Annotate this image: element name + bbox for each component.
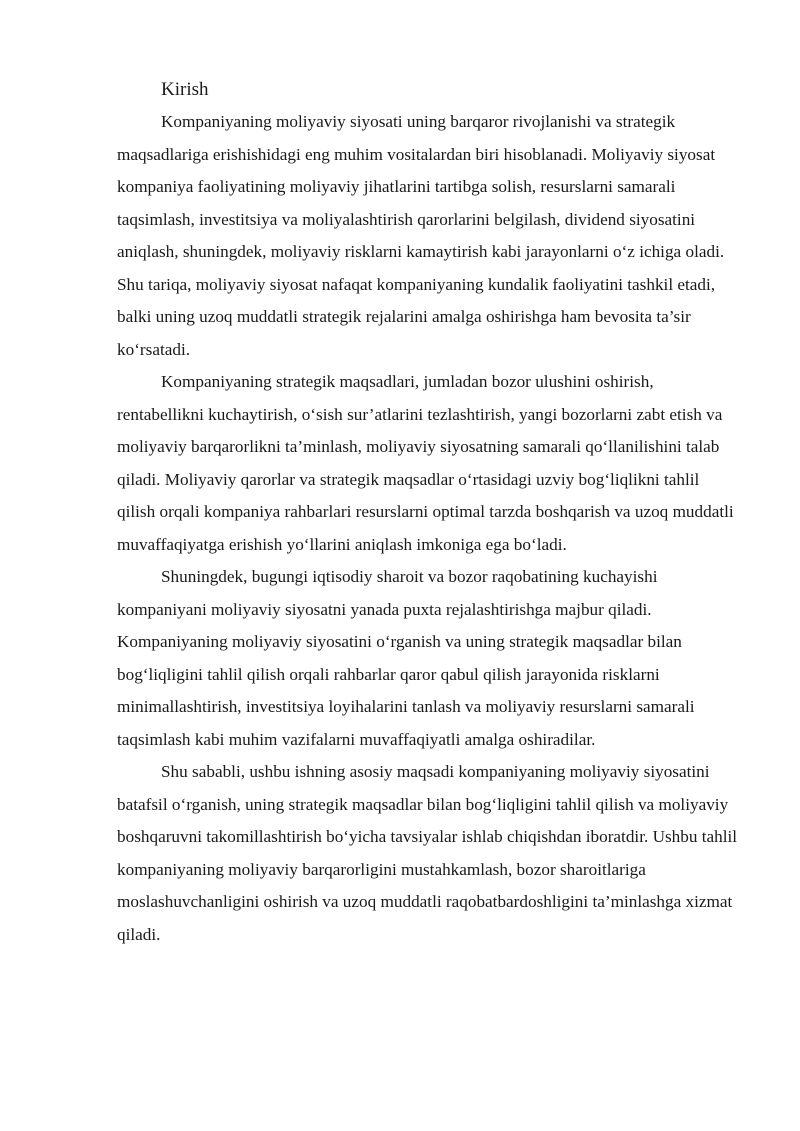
- paragraph-4: Shu sababli, ushbu ishning asosiy maqsadi kompaniyaning moliyaviy siyosatini batafsil o‘rganish, uning strategik maqsadlar bilan bog‘liqligini tahlil qilish va moliyaviy boshqaruvni takomillashtirish bo‘yicha tavsiyalar ishlab chiqishdan iboratdir. Ushbu tahlil kompaniyaning moliyaviy barqarorligini mustahkamlash, bozor sharoitlariga moslashuvchanligini oshirish va uzoq muddatli raqobatbardoshligini ta’minlashga xizmat qiladi.: [117, 762, 738, 944]
- paragraph-3: Shuningdek, bugungi iqtisodiy sharoit va bozor raqobatining kuchayishi kompaniyani moliyaviy siyosatni yanada puxta rejalashtirishga majbur qiladi. Kompaniyaning moliyaviy siyosatini o‘rganish va uning strategik maqsadlar bilan bog‘liqligini tahlil qilish orqali rahbarlar qaror qabul qilish jarayonida risklarni minimallashtirish, investitsiya loyihalarini tanlash va moliyaviy resurslarni samarali taqsimlash kabi muhim vazifalarni muvaffaqiyatli amalga oshiradilar.: [117, 567, 695, 749]
- paragraph-1: Kompaniyaning moliyaviy siyosati uning barqaror rivojlanishi va strategik maqsadlariga erishishidagi eng muhim vositalardan biri hisoblanadi. Moliyaviy siyosat kompaniya faoliyatining moliyaviy jihatlarini tartibga solish, resurslarni samarali taqsimlash, investitsiya va moliyalashtirish qarorlarini belgilash, dividend siyosatini aniqlash, shuningdek, moliyaviy risklarni kamaytirish kabi jarayonlarni o‘z ichiga oladi. Shu tariqa, moliyaviy siyosat nafaqat kompaniyaning kundalik faoliyatini tashkil etadi, balki uning uzoq muddatli strategik rejalarini amalga oshirishga ham bevosita ta’sir ko‘rsatadi.: [117, 112, 725, 359]
- section-heading: Kirish: [161, 79, 209, 100]
- document-body: [117, 74, 740, 951]
- paragraph-2: Kompaniyaning strategik maqsadlari, jumladan bozor ulushini oshirish, rentabellikni kuchaytirish, o‘sish sur’atlarini tezlashtirish, yangi bozorlarni zabt etish va moliyaviy barqarorlikni ta’minlash, moliyaviy siyosatning samarali qo‘llanilishini talab qiladi. Moliyaviy qarorlar va strategik maqsadlar o‘rtasidagi uzviy bog‘liqlikni tahlil qilish orqali kompaniya rahbarlari resurslarni optimal tarzda boshqarish va uzoq muddatli muvaffaqiyatga erishish yo‘llarini aniqlash imkoniga ega bo‘ladi.: [117, 372, 734, 554]
